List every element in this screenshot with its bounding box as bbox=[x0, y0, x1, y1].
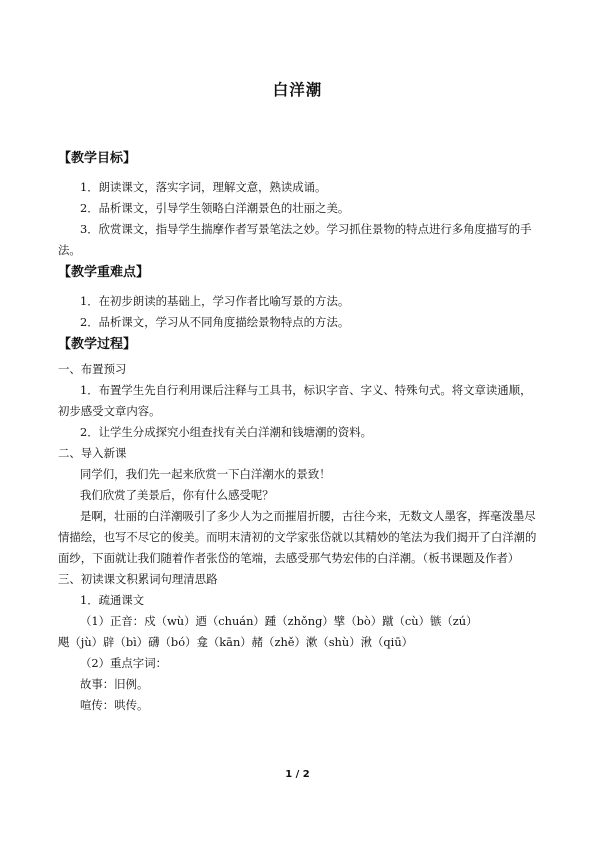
pronunciation-line-1 bbox=[58, 611, 540, 632]
section-heading-process: 【教学过程】 bbox=[58, 337, 137, 352]
section-heading-key-points: 【教学重难点】 bbox=[58, 265, 150, 280]
pronunciation-line-2: 飓（jù）辟（bì）礴（bó）龛（kān）赭（zhě）漱（shù）湫（qiū） bbox=[58, 635, 414, 649]
goal-item-3: 3．欣赏课文，指导学生揣摩作者写景笔法之妙。学习抓住景物的特点进行多角度描写的手法。 bbox=[58, 222, 532, 257]
goal-item-1: 1．朗读课文，落实字词，理解文意，熟读成诵。 bbox=[80, 180, 327, 194]
process-part1-item-1: 1．布置学生先自行利用课后注释与工具书，标识字音、字义、特殊句式。将文章读通顺，初步感受文章内容。 bbox=[58, 383, 532, 418]
key-point-item-1: 1．在初步朗读的基础上，学习作者比喻写景的方法。 bbox=[80, 294, 350, 308]
goal-item-2: 2．品析课文，引导学生领略白洋潮景色的壮丽之美。 bbox=[80, 201, 350, 215]
process-part1-item-2: 2．让学生分成探究小组查找有关白洋潮和钱塘潮的资料。 bbox=[80, 425, 373, 439]
key-word-2: 喧传：哄传。 bbox=[80, 698, 149, 712]
process-part1-heading: 一、布置预习 bbox=[58, 362, 127, 376]
pronunciation-label: （1）正音： bbox=[80, 614, 145, 628]
pronunciation-list-1: 戍（wù）迺（chuán）踵（zhǒng）擘（bò）蹴（cù）镞（zú） bbox=[144, 614, 478, 628]
document-body bbox=[58, 147, 540, 716]
section-heading-goals: 【教学目标】 bbox=[58, 151, 137, 166]
process-part2-paragraph-1: 同学们，我们先一起来欣赏一下白洋潮水的景致！ bbox=[80, 467, 331, 481]
process-part2-heading: 二、导入新课 bbox=[58, 446, 127, 460]
key-point-item-2: 2．品析课文，学习从不同角度描绘景物特点的方法。 bbox=[80, 315, 350, 329]
key-words-label: （2）重点字词： bbox=[80, 656, 167, 670]
key-word-1: 故事：旧例。 bbox=[80, 677, 149, 691]
process-part2-paragraph-2: 我们欣赏了美景后，你有什么感受呢？ bbox=[80, 488, 274, 502]
process-part3-heading: 三、初读课文积累词句理清思路 bbox=[58, 572, 218, 586]
process-part3-sub1: 1．疏通课文 bbox=[80, 593, 145, 607]
document-title: 白洋潮 bbox=[272, 81, 323, 99]
page-number: 1 / 2 bbox=[285, 769, 310, 780]
process-part2-paragraph-3: 是啊，壮丽的白洋潮吸引了多少人为之而摧眉折腰，古往今来，无数文人墨客，挥毫泼墨尽情描绘，也写不尽它的俊美。而明末清初的文学家张岱就以其精妙的笔法为我们揭开了白洋潮的面纱，下面就让我们随着作者张岱的笔端，去感受那气势宏伟的白洋潮。（板书课题及作者） bbox=[58, 509, 537, 565]
